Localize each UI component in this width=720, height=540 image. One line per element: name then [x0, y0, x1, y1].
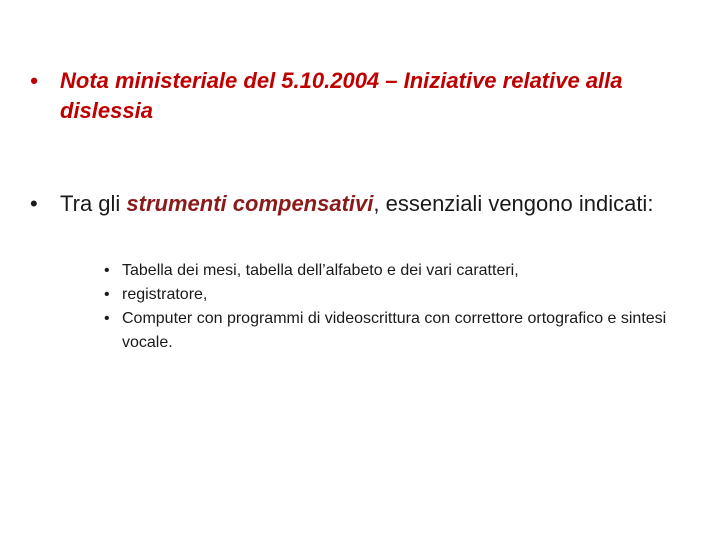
heading-bullet [30, 66, 690, 126]
main-bullet-prefix: Tra gli [60, 191, 127, 216]
list-item-text: Tabella dei mesi, tabella dell’alfabeto e dei vari caratteri, [122, 262, 519, 279]
list-item [104, 307, 684, 355]
main-bullet-suffix: , essenziali vengono indicati: [373, 191, 654, 216]
list-item-text: Computer con programmi di videoscrittura con correttore ortografico e sintesi vocale. [122, 310, 667, 351]
bullet-marker: • [104, 262, 110, 279]
bullet-marker: • [30, 68, 38, 93]
heading-text: Nota ministeriale del 5.10.2004 – Iniziative relative alla dislessia [60, 68, 623, 123]
main-bullet [30, 189, 690, 219]
sub-list [104, 259, 684, 355]
bullet-marker: • [30, 191, 38, 216]
bullet-marker: • [104, 310, 110, 327]
main-bullet-text [60, 189, 690, 219]
list-item [104, 283, 684, 307]
main-bullet-emphasis: strumenti compensativi [126, 191, 374, 216]
list-item-text: registratore, [122, 286, 208, 303]
bullet-marker: • [104, 286, 110, 303]
list-item [104, 259, 684, 283]
